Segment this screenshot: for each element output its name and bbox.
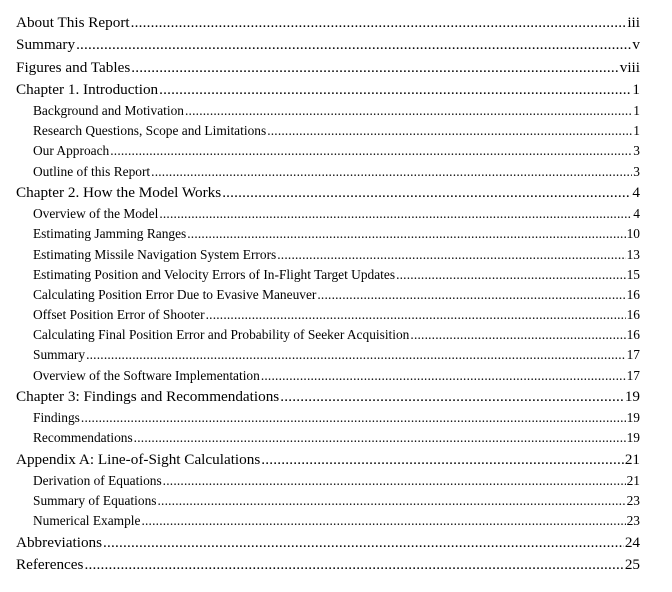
toc-entry-page: 24 bbox=[624, 534, 640, 551]
dot-leader bbox=[261, 369, 626, 382]
toc-entry-page: 21 bbox=[624, 451, 640, 468]
dot-leader bbox=[222, 185, 631, 200]
toc-entry[interactable] bbox=[33, 288, 640, 301]
toc-entry[interactable] bbox=[33, 369, 640, 382]
dot-leader bbox=[157, 494, 625, 507]
toc-entry-title: Numerical Example bbox=[33, 513, 141, 528]
toc-entry[interactable] bbox=[33, 104, 640, 117]
dot-leader bbox=[151, 165, 632, 178]
toc-entry-page: 25 bbox=[624, 556, 640, 573]
toc-entry-page: 16 bbox=[626, 307, 640, 322]
toc-entry-page: 4 bbox=[633, 206, 640, 221]
toc-entry-title: Outline of this Report bbox=[33, 164, 151, 179]
toc-entry-title: Offset Position Error of Shooter bbox=[33, 307, 205, 322]
dot-leader bbox=[261, 452, 624, 467]
toc-entry-title: Abbreviations bbox=[16, 534, 103, 551]
toc-entry-title: Research Questions, Scope and Limitations bbox=[33, 123, 267, 138]
toc-entry[interactable] bbox=[33, 248, 640, 261]
toc-entry-page: 13 bbox=[626, 247, 640, 262]
dot-leader bbox=[141, 514, 625, 527]
dot-leader bbox=[267, 124, 632, 137]
dot-leader bbox=[159, 207, 632, 220]
toc-entry-title: Calculating Final Position Error and Probability of Seeker Acquisition bbox=[33, 327, 410, 342]
toc-entry-title: Overview of the Software Implementation bbox=[33, 368, 260, 383]
toc-entry[interactable] bbox=[33, 207, 640, 220]
toc-entry-title: Background and Motivation bbox=[33, 103, 184, 118]
dot-leader bbox=[86, 348, 626, 361]
toc-entry-title: Appendix A: Line-of-Sight Calculations bbox=[16, 451, 261, 468]
dot-leader bbox=[206, 308, 626, 321]
toc-entry-page: 19 bbox=[626, 430, 640, 445]
toc-entry-title: Estimating Jamming Ranges bbox=[33, 226, 187, 241]
toc-entry[interactable] bbox=[33, 431, 640, 444]
dot-leader bbox=[396, 268, 626, 281]
toc-entry-page: 15 bbox=[626, 267, 640, 282]
toc-entry-title: Summary bbox=[33, 347, 86, 362]
toc-entry-page: 1 bbox=[633, 103, 640, 118]
toc-entry[interactable] bbox=[33, 144, 640, 157]
toc-entry-title: Estimating Position and Velocity Errors of In-Flight Target Updates bbox=[33, 267, 396, 282]
toc-entry-title: Derivation of Equations bbox=[33, 473, 162, 488]
dot-leader bbox=[277, 248, 625, 261]
toc-entry-page: iii bbox=[627, 14, 640, 31]
toc-entry-title: Figures and Tables bbox=[16, 59, 131, 76]
dot-leader bbox=[410, 328, 625, 341]
toc-entry[interactable] bbox=[16, 185, 640, 200]
toc-entry[interactable] bbox=[16, 60, 640, 75]
toc-entry-title: Chapter 1. Introduction bbox=[16, 81, 159, 98]
toc-entry[interactable] bbox=[16, 15, 640, 30]
toc-entry-page: 17 bbox=[626, 347, 640, 362]
toc-entry-page: 19 bbox=[624, 388, 640, 405]
dot-leader bbox=[84, 557, 623, 572]
toc-entry-page: 17 bbox=[626, 368, 640, 383]
toc-entry-title: About This Report bbox=[16, 14, 130, 31]
toc-entry-page: 3 bbox=[633, 164, 640, 179]
toc-entry-title: Chapter 3: Findings and Recommendations bbox=[16, 388, 280, 405]
dot-leader bbox=[280, 389, 624, 404]
toc-entry-page: 4 bbox=[632, 184, 640, 201]
toc-entry-page: 19 bbox=[626, 410, 640, 425]
toc-entry-page: viii bbox=[619, 59, 640, 76]
dot-leader bbox=[131, 60, 619, 75]
toc-entry[interactable] bbox=[33, 494, 640, 507]
toc-entry-page: v bbox=[632, 36, 640, 53]
toc-entry-page: 23 bbox=[626, 513, 640, 528]
toc-entry[interactable] bbox=[33, 124, 640, 137]
dot-leader bbox=[81, 411, 626, 424]
toc-entry-title: Summary of Equations bbox=[33, 493, 157, 508]
dot-leader bbox=[187, 227, 625, 240]
toc-entry-page: 16 bbox=[626, 327, 640, 342]
toc-entry[interactable] bbox=[33, 328, 640, 341]
toc-entry[interactable] bbox=[33, 268, 640, 281]
dot-leader bbox=[317, 288, 625, 301]
toc-entry[interactable] bbox=[16, 37, 640, 52]
toc-entry[interactable] bbox=[33, 514, 640, 527]
toc-entry-title: Chapter 2. How the Model Works bbox=[16, 184, 222, 201]
toc-entry-title: Calculating Position Error Due to Evasive Maneuver bbox=[33, 287, 317, 302]
toc-entry-title: Our Approach bbox=[33, 143, 110, 158]
toc-entry-page: 10 bbox=[626, 226, 640, 241]
toc-entry[interactable] bbox=[33, 348, 640, 361]
dot-leader bbox=[110, 144, 632, 157]
dot-leader bbox=[185, 104, 632, 117]
toc-entry[interactable] bbox=[16, 557, 640, 572]
toc-entry-page: 1 bbox=[632, 81, 640, 98]
dot-leader bbox=[159, 82, 631, 97]
dot-leader bbox=[163, 474, 626, 487]
toc-entry-page: 1 bbox=[633, 123, 640, 138]
toc-entry-page: 16 bbox=[626, 287, 640, 302]
toc-entry[interactable] bbox=[16, 452, 640, 467]
dot-leader bbox=[76, 37, 631, 52]
toc-entry[interactable] bbox=[16, 82, 640, 97]
dot-leader bbox=[103, 535, 624, 550]
dot-leader bbox=[131, 15, 627, 30]
toc-entry-title: Findings bbox=[33, 410, 80, 425]
toc-entry[interactable] bbox=[33, 165, 640, 178]
dot-leader bbox=[134, 431, 626, 444]
toc-entry[interactable] bbox=[16, 535, 640, 550]
toc-entry-page: 3 bbox=[633, 143, 640, 158]
toc-entry[interactable] bbox=[33, 227, 640, 240]
toc-entry-page: 23 bbox=[626, 493, 640, 508]
toc-entry-title: References bbox=[16, 556, 84, 573]
toc-entry[interactable] bbox=[33, 308, 640, 321]
toc-entry-title: Summary bbox=[16, 36, 76, 53]
toc-entry[interactable] bbox=[33, 474, 640, 487]
toc-entry[interactable] bbox=[16, 389, 640, 404]
toc-entry[interactable] bbox=[33, 411, 640, 424]
toc-entry-title: Overview of the Model bbox=[33, 206, 159, 221]
toc-entry-title: Estimating Missile Navigation System Errors bbox=[33, 247, 277, 262]
toc-entry-page: 21 bbox=[626, 473, 640, 488]
toc-entry-title: Recommendations bbox=[33, 430, 133, 445]
